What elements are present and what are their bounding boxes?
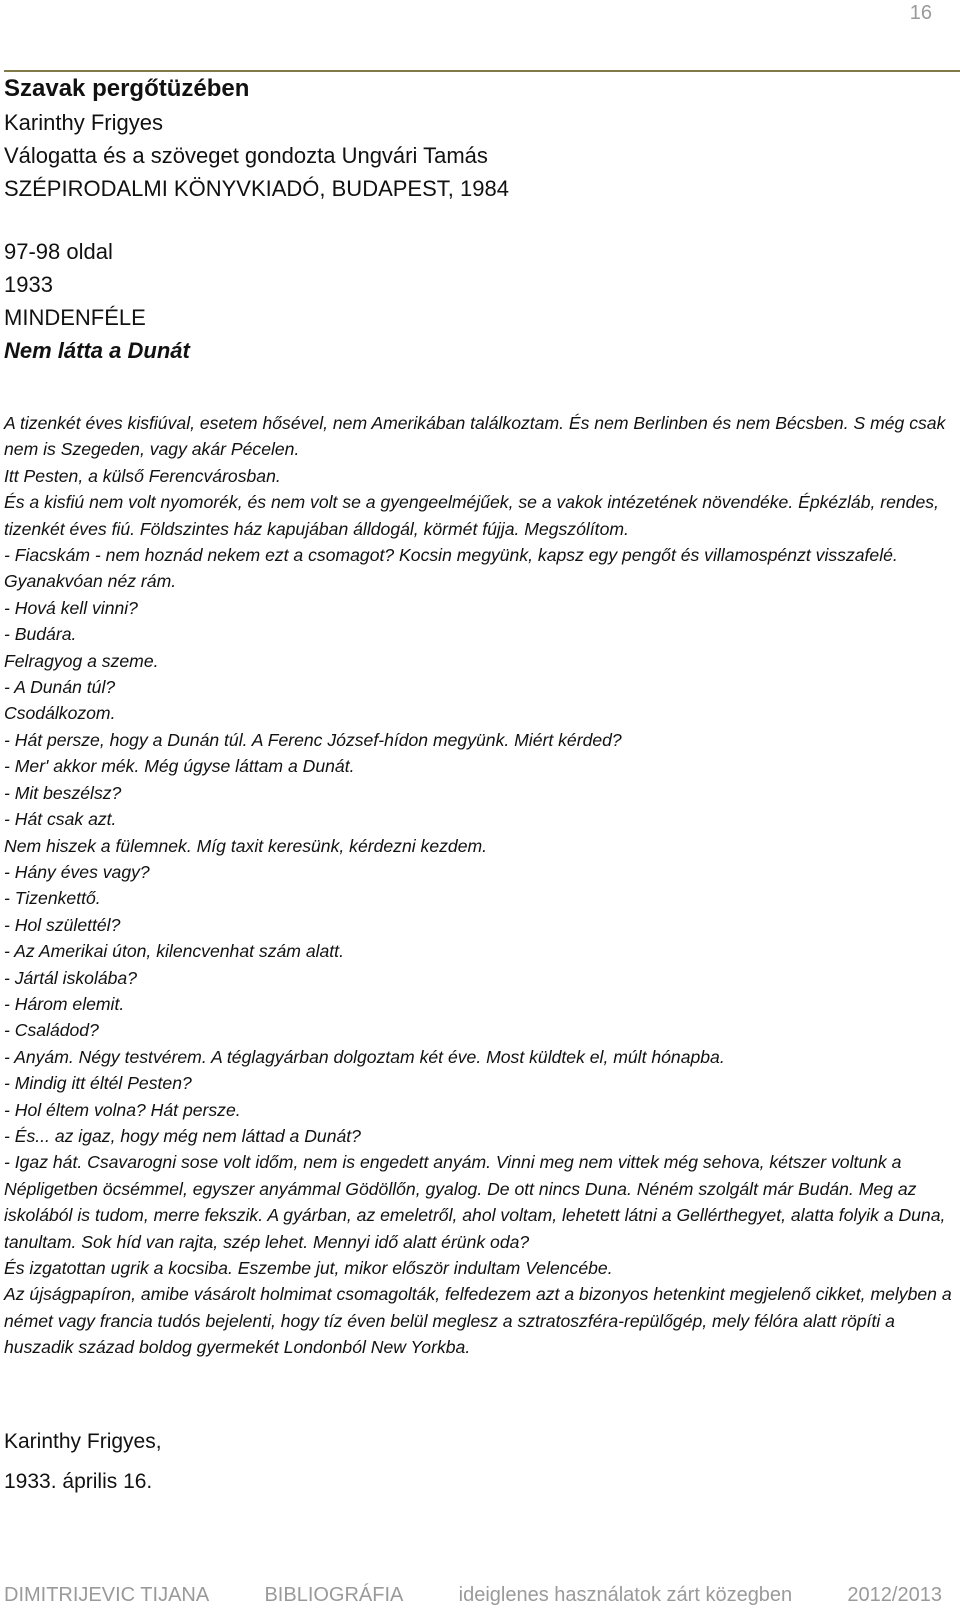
text-line: - Mer' akkor mék. Még úgyse láttam a Dunát. [4,756,355,777]
text-line: - Hát csak azt. [4,809,117,830]
publisher: SZÉPIRODALMI KÖNYVKIADÓ, BUDAPEST, 1984 [4,176,509,201]
text-line: Csodálkozom. [4,703,116,724]
page-number: 16 [909,2,932,24]
text-line: A tizenkét éves kisfiúval, esetem hősével, nem Amerikában találkoztam. És nem Berlinben és nem Bécsben. S még csak nem is Szegeden, vagy akár Pécelen. [4,413,946,460]
text-line: - Mit beszélsz? [4,782,122,803]
text-line: - Családod? [4,1020,99,1041]
text-line: - Mindig itt éltél Pesten? [4,1073,192,1094]
spacer [4,205,509,235]
text-line: Felragyog a szeme. [4,650,159,671]
editor-credit: Válogatta és a szöveget gondozta Ungvári Tamás [4,143,488,168]
footer-note: ideiglenes használatok zárt közegben [458,1584,793,1606]
text-line: - Hány éves vagy? [4,861,150,882]
signature-name: Karinthy Frigyes, [4,1430,162,1453]
story-text [4,410,954,1361]
text-line: És izgatottan ugrik a kocsiba. Eszembe jut, mikor először indultam Velencébe. [4,1258,613,1278]
text-line: - Anyám. Négy testvérem. A téglagyárban dolgoztam két éve. Most küldtek el, múlt hónapba. [4,1046,725,1067]
text-line: - Hol születtél? [4,914,121,935]
page-footer [4,1584,942,1607]
text-line: Gyanakvóan néz rám. [4,571,177,592]
text-line: Itt Pesten, a külső Ferencvárosban. [4,465,281,486]
signature-date: 1933. április 16. [4,1470,153,1493]
text-line: Nem hiszek a fülemnek. Míg taxit keresünk, kérdezni kezdem. [4,835,488,856]
author: Karinthy Frigyes [4,110,163,135]
footer-label: BIBLIOGRÁFIA [264,1584,404,1606]
section-title: Nem látta a Dunát [4,338,190,363]
year: 1933 [4,272,53,297]
text-line: - Igaz hát. Csavarogni sose volt időm, nem is engedett anyám. Vinni meg nem vittek még sehova, kétszer voltunk a Népligetben öcsémmel, egyszer anyámmal Gödöllőn, gyalog. De ott nincs Duna. Néném szolgált már Budán. Meg az iskolából is tudom, merre fekszik. A gyárban, az emeletről, ahol voltam, lehetett látni a Gellérthegyet, alatta folyik a Duna, tanultam. Sok híd van rajta, szép lehet. Mennyi idő alatt érünk oda? [4,1152,946,1252]
text-line: - Jártál iskolába? [4,967,137,988]
signature-block [4,1422,162,1502]
footer-name: DIMITRIJEVIC TIJANA [4,1584,210,1606]
footer-year: 2012/2013 [847,1584,942,1606]
category: MINDENFÉLE [4,305,146,330]
text-line: - Tizenkettő. [4,888,101,909]
text-line: - Három elemit. [4,993,125,1014]
bibliographic-header [4,72,509,367]
text-line: - A Dunán túl? [4,677,116,698]
book-title: Szavak pergőtüzében [4,75,250,102]
page-range: 97-98 oldal [4,239,113,264]
text-line: - Az Amerikai úton, kilencvenhat szám alatt. [4,941,344,962]
text-line: - Budára. [4,624,77,645]
text-line: - És... az igaz, hogy még nem láttad a Dunát? [4,1125,361,1146]
text-line: - Fiacskám - nem hoznád nekem ezt a csomagot? Kocsin megyünk, kapsz egy pengőt és villamospénzt visszafelé. [4,545,898,566]
text-line: - Hát persze, hogy a Dunán túl. A Ferenc József-hídon megyünk. Miért kérded? [4,729,622,750]
text-line: - Hová kell vinni? [4,597,138,618]
text-line: És a kisfiú nem volt nyomorék, és nem volt se a gyengeelméjűek, se a vakok intézetének növendéke. Épkézláb, rendes, tizenkét éves fiú. Földszintes ház kapujában álldogál, körmét fújja. Megszólítom. [4,492,939,539]
text-line: Az újságpapíron, amibe vásárolt holmimat csomagolták, felfedezem azt a bizonyos hetenkint megjelenő cikket, melyben a német vagy francia tudós bejelenti, hogy tíz éven belül meglesz a sztratoszféra-repülőgép, mely félóra alatt röpíti a huszadik század boldog gyermekét Londonból New Yorkba. [4,1284,952,1358]
text-line: - Hol éltem volna? Hát persze. [4,1099,241,1120]
